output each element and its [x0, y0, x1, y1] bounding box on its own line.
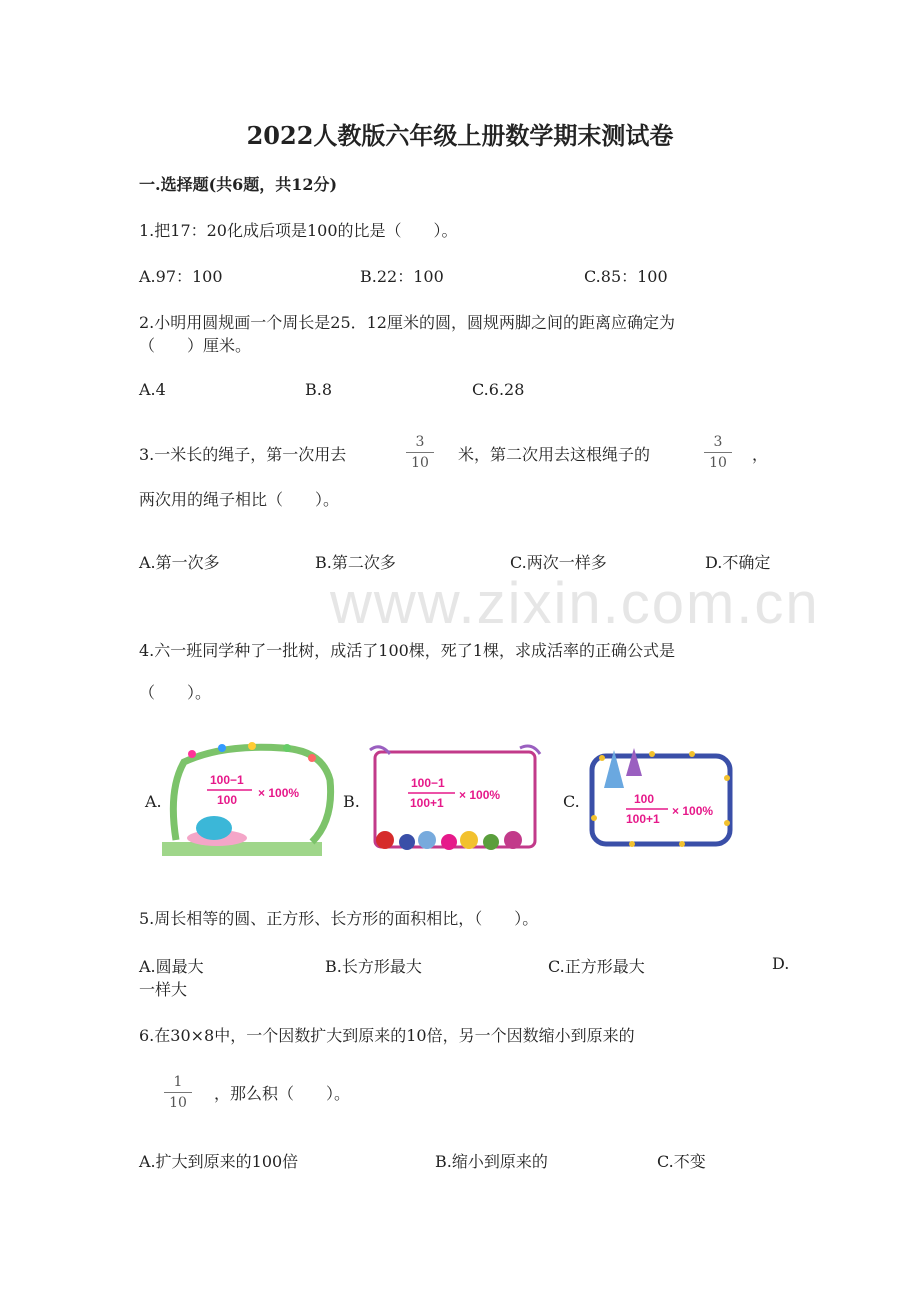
q4-option-b-multiplier: × 100% — [459, 788, 501, 802]
q3-fraction-2-denominator: 10 — [709, 455, 727, 471]
q5-option-d: D. — [772, 954, 790, 973]
q3-stem-part1: 3.一米长的绳子，第一次用去 — [139, 445, 347, 464]
page-title: 2022人教版六年级上册数学期末测试卷 — [246, 121, 674, 150]
q4-option-c-denominator: 100+1 — [626, 812, 660, 826]
q5-option-b: B.长方形最大 — [325, 957, 422, 976]
q4-stem-line2: （ ）。 — [139, 683, 212, 702]
q2-option-a: A.4 — [139, 380, 166, 399]
q2-option-c: C.6.28 — [472, 380, 525, 399]
q3-stem-part3: ， — [752, 445, 769, 464]
q5-option-c: C.正方形最大 — [548, 957, 645, 976]
q6-option-a: A.扩大到原来的100倍 — [139, 1152, 299, 1171]
q3-fraction-1 — [405, 434, 435, 471]
q3-option-b: B.第二次多 — [315, 553, 396, 572]
q4-option-c-multiplier: × 100% — [672, 804, 714, 818]
q3-fraction-1-denominator: 10 — [411, 455, 429, 471]
q5-stem: 5.周长相等的圆、正方形、长方形的面积相比，（ ）。 — [139, 909, 539, 928]
watermark: www.zixin.com.cn — [330, 571, 820, 636]
q1-option-c: C.85：100 — [584, 267, 668, 286]
q6-option-c: C.不变 — [657, 1152, 706, 1171]
q6-stem-line2: ，那么积（ ）。 — [214, 1084, 351, 1103]
q3-fraction-1-numerator: 3 — [415, 434, 425, 450]
q4-option-c-picture — [582, 748, 737, 853]
q1-stem: 1.把17：20化成后项是100的比是（ ）。 — [139, 221, 458, 240]
q4-option-b-numerator: 100−1 — [411, 776, 445, 790]
q4-option-a-multiplier: × 100% — [258, 786, 300, 800]
q6-option-b: B.缩小到原来的 — [435, 1152, 548, 1171]
q5-option-d-continued: 一样大 — [139, 980, 188, 999]
q4-option-b-label: B. — [343, 792, 360, 811]
q4-option-b-denominator: 100+1 — [410, 796, 444, 810]
q3-fraction-2-numerator: 3 — [713, 434, 723, 450]
q4-option-c-numerator: 100 — [634, 792, 655, 806]
q4-stem-line1: 4.六一班同学种了一批树，成活了100棵，死了1棵，求成活率的正确公式是 — [139, 641, 675, 660]
q2-stem-line2: （ ）厘米。 — [139, 336, 252, 355]
q3-option-d: D.不确定 — [705, 553, 771, 572]
q6-fraction-numerator: 1 — [173, 1074, 183, 1090]
q3-stem-line2: 两次用的绳子相比（ ）。 — [139, 490, 340, 509]
q2-stem-line1: 2.小明用圆规画一个周长是25．12厘米的圆，圆规两脚之间的距离应确定为 — [139, 313, 675, 332]
q1-option-a: A.97：100 — [139, 267, 223, 286]
q4-option-a-label: A. — [145, 792, 162, 811]
q6-fraction — [163, 1074, 193, 1111]
q1-option-b: B.22：100 — [360, 267, 444, 286]
section-heading: 一.选择题(共6题，共12分) — [139, 175, 338, 194]
q5-option-a: A.圆最大 — [139, 957, 204, 976]
q4-option-b-picture — [365, 742, 545, 857]
q6-fraction-denominator: 10 — [169, 1095, 187, 1111]
q3-stem-part2: 米，第二次用去这根绳子的 — [458, 445, 651, 464]
q4-option-a-numerator: 100−1 — [210, 773, 244, 787]
q6-stem-line1: 6.在30×8中，一个因数扩大到原来的10倍，另一个因数缩小到原来的 — [139, 1026, 635, 1045]
q4-option-c-label: C. — [563, 792, 580, 811]
q3-fraction-2 — [703, 434, 733, 471]
q3-option-c: C.两次一样多 — [510, 553, 607, 572]
q2-option-b: B.8 — [305, 380, 333, 399]
q4-option-a-denominator: 100 — [217, 793, 238, 807]
q3-option-a: A.第一次多 — [139, 553, 220, 572]
q4-option-a-picture — [162, 740, 337, 860]
